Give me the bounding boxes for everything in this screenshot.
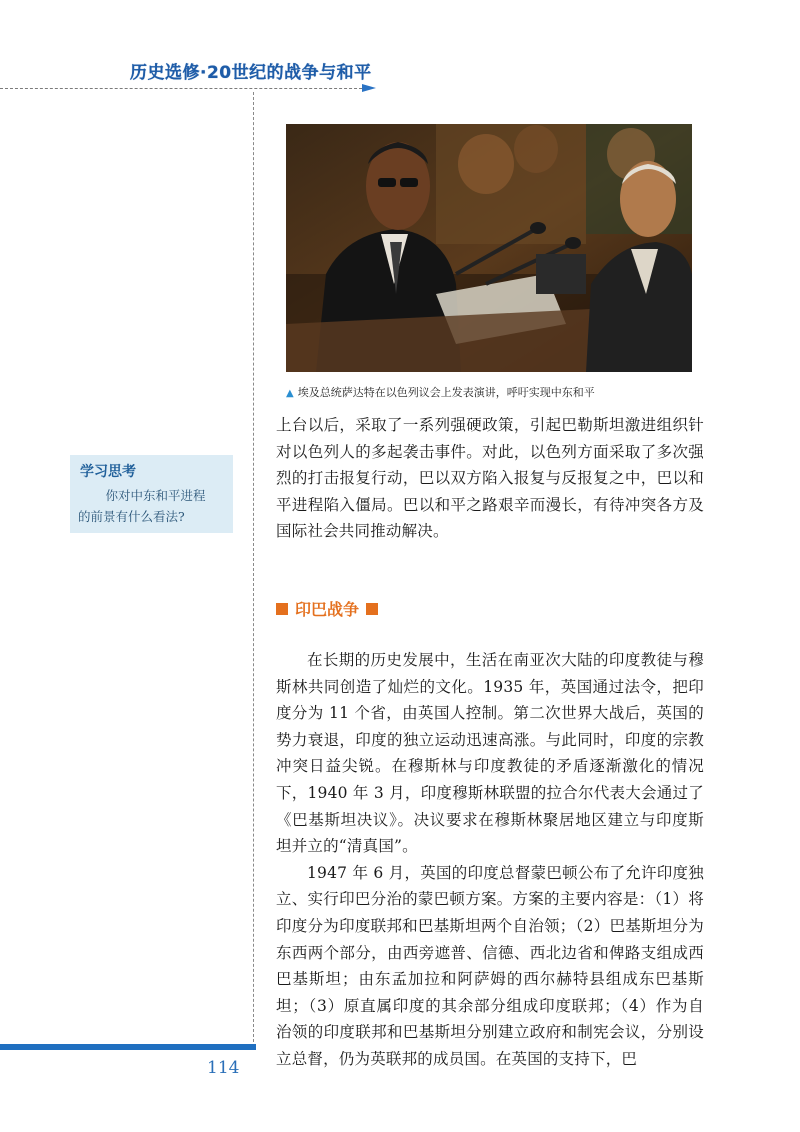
footer-bar	[0, 1044, 256, 1050]
paragraph-text: 1947 年 6 月，英国的印度总督蒙巴顿公布了允许印度独立、实行印巴分治的蒙巴顿方案。方案的主要内容是：（1）将印度分为印度联邦和巴基斯坦两个自治领；（2）巴基斯坦分为东西两个部分，由西旁遮普、信德、西北边省和俾路支组成西巴基斯坦；由东孟加拉和阿萨姆的西尔赫特县组成东巴基斯坦；（3）原直属印度的其余部分组成印度联邦；（4）作为自治领的印度联邦和巴基斯坦分别建立政府和制宪会议，分别设立总督，仍为英联邦的成员国。在英国的支持下，巴	[276, 863, 704, 1068]
study-think-box	[70, 455, 233, 533]
photo-caption	[286, 384, 706, 400]
question-line-2: 的前景有什么看法?	[78, 509, 185, 524]
paragraph-india-history	[276, 647, 704, 1073]
paragraph-text: 在长期的历史发展中，生活在南亚次大陆的印度教徒与穆斯林共同创造了灿烂的文化。1935 年，英国通过法令，把印度分为 11 个省，由英国人控制。第二次世界大战后，英国的势力衰退，印度的独立运动迅速高涨。与此同时，印度的宗教冲突日益尖锐。在穆斯林与印度教徒的矛盾逐渐激化的情况下，1940 年 3 月，印度穆斯林联盟的拉合尔代表大会通过了《巴基斯坦决议》。决议要求在穆斯林聚居地区建立与印度斯坦并立的“清真国”。	[276, 651, 704, 856]
study-think-question	[78, 485, 228, 527]
margin-dashed-rule	[253, 92, 254, 1042]
header-dashed-rule	[0, 88, 372, 89]
page-number: 114	[207, 1058, 240, 1078]
section-title: 印巴战争	[295, 600, 360, 619]
paragraph-text: 上台以后，采取了一系列强硬政策，引起巴勒斯坦激进组织针对以色列人的多起袭击事件。对此，以色列方面采取了多次强烈的打击报复行动，巴以双方陷入报复与反报复之中，巴以和平进程陷入僵局。巴以和平之路艰辛而漫长，有待冲突各方及国际社会共同推动解决。	[276, 416, 704, 541]
section-heading	[276, 597, 378, 620]
square-bullet-icon	[366, 603, 378, 615]
square-bullet-icon	[276, 603, 288, 615]
question-line-1: 你对中东和平进程	[105, 488, 206, 503]
header-arrow-icon	[362, 84, 376, 92]
paragraph-continuation	[276, 412, 704, 545]
photo-caption-text: 埃及总统萨达特在以色列议会上发表演讲，呼吁实现中东和平	[297, 386, 595, 399]
triangle-bullet-icon: ▲	[286, 388, 294, 399]
sadat-speech-photo	[286, 124, 692, 372]
study-think-title: 学习思考	[80, 464, 136, 480]
running-header-title: 历史选修·20世纪的战争与和平	[130, 63, 372, 83]
